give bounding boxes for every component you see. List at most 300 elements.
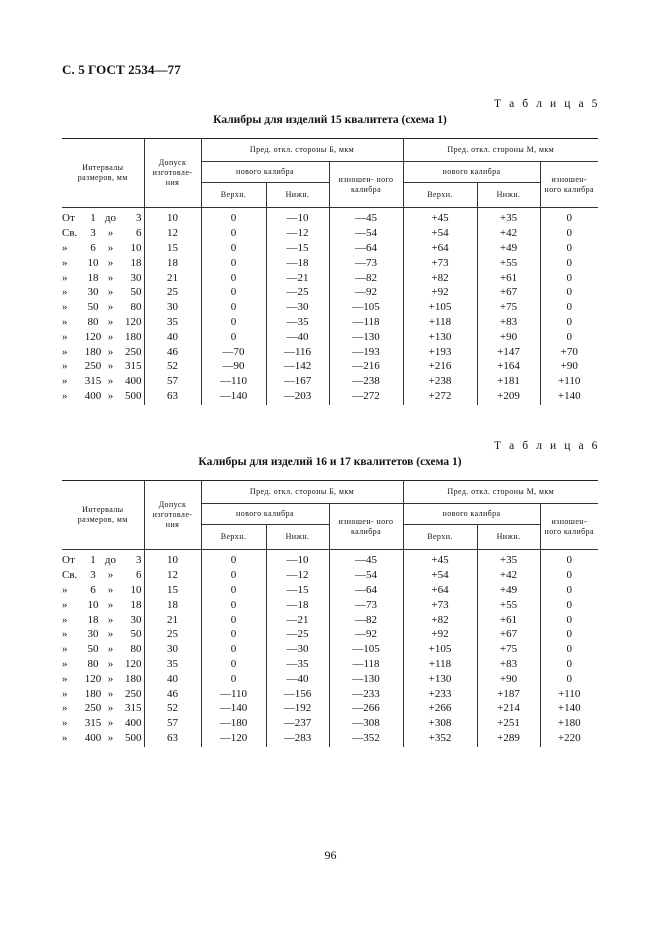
interval-from: 1 xyxy=(90,212,96,225)
cell-m-worn: 0 xyxy=(540,568,598,583)
table-row xyxy=(62,701,598,716)
cell-interval xyxy=(62,344,144,359)
interval-range xyxy=(62,598,142,612)
interval-prefix: » xyxy=(62,375,68,388)
cell-m-worn: +140 xyxy=(540,701,598,716)
cell-m-worn: 0 xyxy=(540,642,598,657)
cell-interval xyxy=(62,731,144,748)
page-header-title: С. 5 ГОСТ 2534—77 xyxy=(62,62,181,77)
interval-range xyxy=(62,672,142,686)
interval-connector: » xyxy=(107,687,114,700)
interval-prefix: Св. xyxy=(62,569,78,582)
cell-b-new-lower: —167 xyxy=(266,374,329,389)
cell-m-new-upper: +73 xyxy=(403,255,477,270)
cell-m-new-lower: +49 xyxy=(477,583,540,598)
cell-b-new-upper: 0 xyxy=(201,329,266,344)
cell-b-worn: —118 xyxy=(329,657,403,672)
cell-tolerance: 63 xyxy=(144,389,201,406)
interval-prefix: » xyxy=(62,301,68,314)
cell-m-worn: +140 xyxy=(540,389,598,406)
interval-from: 3 xyxy=(90,227,96,240)
interval-connector: » xyxy=(107,672,114,685)
table-row xyxy=(62,627,598,642)
cell-interval xyxy=(62,612,144,627)
interval-from: 250 xyxy=(84,360,102,373)
interval-range xyxy=(62,583,142,597)
cell-b-worn: —233 xyxy=(329,686,403,701)
interval-prefix: » xyxy=(62,672,68,685)
interval-connector: » xyxy=(107,702,114,715)
cell-m-worn: +70 xyxy=(540,344,598,359)
cell-b-new-upper: —110 xyxy=(201,374,266,389)
cell-interval xyxy=(62,359,144,374)
cell-m-new-upper: +118 xyxy=(403,657,477,672)
table-number: Т а б л и ц а 5 xyxy=(493,98,600,110)
interval-connector: до xyxy=(104,554,117,567)
table-body xyxy=(62,208,598,406)
table-row xyxy=(62,374,598,389)
cell-b-new-upper: 0 xyxy=(201,568,266,583)
table-row xyxy=(62,255,598,270)
cell-b-new-lower: —21 xyxy=(266,270,329,285)
cell-b-worn: —105 xyxy=(329,642,403,657)
cell-m-new-upper: +193 xyxy=(403,344,477,359)
table-row xyxy=(62,583,598,598)
header-upper-m: Верхн. xyxy=(403,183,477,208)
cell-b-worn: —82 xyxy=(329,612,403,627)
table-row xyxy=(62,389,598,406)
interval-connector: » xyxy=(107,330,114,343)
cell-m-new-upper: +238 xyxy=(403,374,477,389)
cell-interval xyxy=(62,315,144,330)
interval-to: 120 xyxy=(125,657,142,670)
cell-tolerance: 18 xyxy=(144,597,201,612)
interval-to: 500 xyxy=(125,389,142,402)
cell-tolerance: 57 xyxy=(144,716,201,731)
cell-b-new-lower: —10 xyxy=(266,550,329,568)
interval-connector: » xyxy=(107,731,114,744)
cell-m-new-upper: +105 xyxy=(403,300,477,315)
table-row xyxy=(62,300,598,315)
interval-connector: » xyxy=(107,345,114,358)
interval-range xyxy=(62,701,142,715)
cell-m-new-lower: +42 xyxy=(477,226,540,241)
cell-m-worn: 0 xyxy=(540,550,598,568)
cell-m-new-upper: +64 xyxy=(403,241,477,256)
cell-b-worn: —272 xyxy=(329,389,403,406)
cell-tolerance: 21 xyxy=(144,270,201,285)
cell-interval xyxy=(62,686,144,701)
cell-m-new-lower: +67 xyxy=(477,627,540,642)
interval-connector: » xyxy=(107,360,114,373)
header-worn-caliber-m: изношен- ного калибра xyxy=(540,162,598,208)
interval-range xyxy=(62,716,142,730)
header-tolerance: Допуск изготовле- ния xyxy=(144,481,201,550)
calibers-table-6 xyxy=(62,480,598,747)
table-row xyxy=(62,671,598,686)
cell-b-worn: —352 xyxy=(329,731,403,748)
header-lower-m: Нижн. xyxy=(477,183,540,208)
cell-m-new-upper: +54 xyxy=(403,568,477,583)
cell-b-new-upper: 0 xyxy=(201,270,266,285)
cell-tolerance: 10 xyxy=(144,550,201,568)
cell-m-new-upper: +73 xyxy=(403,597,477,612)
cell-m-worn: 0 xyxy=(540,226,598,241)
interval-from: 6 xyxy=(90,583,96,596)
cell-m-new-upper: +82 xyxy=(403,612,477,627)
cell-b-new-upper: —90 xyxy=(201,359,266,374)
cell-b-new-lower: —142 xyxy=(266,359,329,374)
cell-b-new-upper: 0 xyxy=(201,627,266,642)
cell-b-worn: —216 xyxy=(329,359,403,374)
interval-connector: » xyxy=(107,301,114,314)
cell-b-worn: —45 xyxy=(329,550,403,568)
interval-range xyxy=(62,359,142,373)
cell-b-new-lower: —25 xyxy=(266,627,329,642)
interval-connector: » xyxy=(107,389,114,402)
interval-to: 10 xyxy=(130,241,142,254)
interval-range xyxy=(62,315,142,329)
cell-m-worn: 0 xyxy=(540,300,598,315)
cell-tolerance: 30 xyxy=(144,642,201,657)
cell-b-worn: —82 xyxy=(329,270,403,285)
cell-b-worn: —64 xyxy=(329,241,403,256)
cell-tolerance: 35 xyxy=(144,315,201,330)
cell-interval xyxy=(62,255,144,270)
cell-m-new-upper: +130 xyxy=(403,329,477,344)
cell-m-new-upper: +64 xyxy=(403,583,477,598)
cell-interval xyxy=(62,270,144,285)
interval-range xyxy=(62,731,142,745)
table-row xyxy=(62,241,598,256)
cell-m-new-upper: +233 xyxy=(403,686,477,701)
header-lower-b: Нижн. xyxy=(266,525,329,550)
cell-m-new-lower: +181 xyxy=(477,374,540,389)
table-title: Калибры для изделий 15 квалитета (схема 1) xyxy=(213,114,447,126)
cell-tolerance: 10 xyxy=(144,208,201,226)
cell-m-new-lower: +209 xyxy=(477,389,540,406)
header-new-caliber-m: нового калибра xyxy=(403,162,540,183)
cell-b-worn: —73 xyxy=(329,597,403,612)
interval-range xyxy=(62,300,142,314)
cell-m-new-lower: +67 xyxy=(477,285,540,300)
interval-connector: » xyxy=(107,227,114,240)
cell-m-new-lower: +61 xyxy=(477,270,540,285)
cell-interval xyxy=(62,701,144,716)
cell-m-new-lower: +251 xyxy=(477,716,540,731)
interval-prefix: » xyxy=(62,286,68,299)
cell-b-new-lower: —12 xyxy=(266,226,329,241)
interval-to: 180 xyxy=(125,672,142,685)
cell-m-new-upper: +118 xyxy=(403,315,477,330)
cell-m-new-upper: +266 xyxy=(403,701,477,716)
cell-b-new-lower: —35 xyxy=(266,657,329,672)
header-worn-caliber-b: изношен- ного калибра xyxy=(329,504,403,550)
cell-m-new-lower: +35 xyxy=(477,208,540,226)
interval-prefix: » xyxy=(62,702,68,715)
interval-range xyxy=(62,211,142,225)
cell-interval xyxy=(62,550,144,568)
cell-m-new-upper: +45 xyxy=(403,550,477,568)
cell-interval xyxy=(62,208,144,226)
cell-m-worn: 0 xyxy=(540,208,598,226)
cell-m-new-lower: +83 xyxy=(477,315,540,330)
interval-from: 10 xyxy=(87,598,99,611)
interval-connector: » xyxy=(107,569,114,582)
cell-m-worn: +90 xyxy=(540,359,598,374)
table-row xyxy=(62,612,598,627)
cell-m-new-lower: +49 xyxy=(477,241,540,256)
cell-m-worn: 0 xyxy=(540,315,598,330)
cell-b-worn: —92 xyxy=(329,285,403,300)
table-number: Т а б л и ц а 6 xyxy=(493,440,600,452)
cell-b-worn: —73 xyxy=(329,255,403,270)
cell-m-new-upper: +92 xyxy=(403,627,477,642)
cell-interval xyxy=(62,389,144,406)
cell-b-new-upper: 0 xyxy=(201,671,266,686)
cell-b-worn: —193 xyxy=(329,344,403,359)
cell-tolerance: 46 xyxy=(144,344,201,359)
cell-b-new-upper: 0 xyxy=(201,550,266,568)
interval-connector: » xyxy=(107,241,114,254)
header-new-caliber-b: нового калибра xyxy=(201,504,329,525)
interval-from: 30 xyxy=(87,628,99,641)
cell-tolerance: 25 xyxy=(144,285,201,300)
interval-to: 120 xyxy=(125,315,142,328)
cell-interval xyxy=(62,657,144,672)
interval-range xyxy=(62,568,142,582)
interval-to: 50 xyxy=(130,628,142,641)
interval-prefix: » xyxy=(62,360,68,373)
cell-b-new-upper: 0 xyxy=(201,657,266,672)
cell-b-worn: —64 xyxy=(329,583,403,598)
cell-tolerance: 40 xyxy=(144,329,201,344)
interval-range xyxy=(62,241,142,255)
cell-tolerance: 57 xyxy=(144,374,201,389)
cell-b-new-lower: —18 xyxy=(266,597,329,612)
cell-b-new-upper: —140 xyxy=(201,389,266,406)
cell-m-new-lower: +147 xyxy=(477,344,540,359)
cell-m-new-lower: +55 xyxy=(477,597,540,612)
cell-interval xyxy=(62,627,144,642)
cell-m-worn: +220 xyxy=(540,731,598,748)
interval-range xyxy=(62,657,142,671)
cell-b-worn: —118 xyxy=(329,315,403,330)
cell-m-new-lower: +214 xyxy=(477,701,540,716)
cell-tolerance: 40 xyxy=(144,671,201,686)
cell-b-new-upper: 0 xyxy=(201,642,266,657)
interval-connector: » xyxy=(107,286,114,299)
interval-range xyxy=(62,627,142,641)
interval-connector: » xyxy=(107,598,114,611)
table-row xyxy=(62,642,598,657)
cell-m-new-upper: +308 xyxy=(403,716,477,731)
table-body xyxy=(62,550,598,748)
cell-m-new-lower: +90 xyxy=(477,329,540,344)
table-row xyxy=(62,686,598,701)
table-row xyxy=(62,344,598,359)
interval-prefix: » xyxy=(62,271,68,284)
interval-to: 50 xyxy=(130,286,142,299)
cell-b-worn: —45 xyxy=(329,208,403,226)
cell-m-new-lower: +83 xyxy=(477,657,540,672)
table-row xyxy=(62,329,598,344)
cell-b-new-upper: —110 xyxy=(201,686,266,701)
table-block-5 xyxy=(62,98,598,405)
cell-b-worn: —54 xyxy=(329,568,403,583)
cell-b-worn: —130 xyxy=(329,329,403,344)
cell-b-new-lower: —156 xyxy=(266,686,329,701)
table-row xyxy=(62,359,598,374)
cell-b-worn: —54 xyxy=(329,226,403,241)
header-group-m: Пред. откл. стороны М, мкм xyxy=(403,139,598,162)
cell-b-new-lower: —21 xyxy=(266,612,329,627)
cell-m-new-upper: +82 xyxy=(403,270,477,285)
cell-b-new-lower: —15 xyxy=(266,583,329,598)
table-row xyxy=(62,208,598,226)
cell-b-worn: —308 xyxy=(329,716,403,731)
cell-m-worn: 0 xyxy=(540,329,598,344)
cell-b-new-lower: —18 xyxy=(266,255,329,270)
cell-b-new-lower: —116 xyxy=(266,344,329,359)
interval-to: 180 xyxy=(125,330,142,343)
interval-from: 1 xyxy=(90,554,96,567)
interval-prefix: » xyxy=(62,389,68,402)
interval-to: 400 xyxy=(125,717,142,730)
cell-b-worn: —92 xyxy=(329,627,403,642)
cell-m-worn: 0 xyxy=(540,612,598,627)
header-group-b: Пред. откл. стороны Б, мкм xyxy=(201,139,403,162)
interval-range xyxy=(62,613,142,627)
interval-from: 315 xyxy=(84,717,102,730)
cell-interval xyxy=(62,285,144,300)
interval-from: 315 xyxy=(84,375,102,388)
cell-interval xyxy=(62,568,144,583)
cell-b-new-lower: —15 xyxy=(266,241,329,256)
cell-b-new-lower: —30 xyxy=(266,642,329,657)
interval-from: 6 xyxy=(90,241,96,254)
cell-b-new-upper: 0 xyxy=(201,241,266,256)
page-number: 96 xyxy=(324,848,337,862)
interval-connector: » xyxy=(107,315,114,328)
header-lower-b: Нижн. xyxy=(266,183,329,208)
interval-from: 80 xyxy=(87,657,99,670)
cell-tolerance: 18 xyxy=(144,255,201,270)
interval-to: 30 xyxy=(130,613,142,626)
interval-to: 6 xyxy=(136,569,142,582)
cell-tolerance: 12 xyxy=(144,226,201,241)
interval-prefix: » xyxy=(62,717,68,730)
cell-m-worn: 0 xyxy=(540,241,598,256)
cell-m-new-upper: +272 xyxy=(403,389,477,406)
cell-tolerance: 30 xyxy=(144,300,201,315)
cell-b-new-lower: —30 xyxy=(266,300,329,315)
cell-b-new-upper: —140 xyxy=(201,701,266,716)
cell-tolerance: 25 xyxy=(144,627,201,642)
cell-b-new-lower: —237 xyxy=(266,716,329,731)
interval-to: 18 xyxy=(130,598,142,611)
interval-range xyxy=(62,553,142,567)
cell-m-new-lower: +42 xyxy=(477,568,540,583)
cell-m-new-upper: +92 xyxy=(403,285,477,300)
interval-connector: » xyxy=(107,643,114,656)
interval-prefix: » xyxy=(62,687,68,700)
interval-connector: » xyxy=(107,657,114,670)
interval-from: 3 xyxy=(90,569,96,582)
table-block-6 xyxy=(62,440,598,747)
cell-tolerance: 52 xyxy=(144,701,201,716)
interval-range xyxy=(62,226,142,240)
interval-to: 500 xyxy=(125,731,142,744)
cell-tolerance: 46 xyxy=(144,686,201,701)
cell-m-new-lower: +187 xyxy=(477,686,540,701)
interval-to: 10 xyxy=(130,583,142,596)
interval-from: 400 xyxy=(84,389,102,402)
interval-range xyxy=(62,389,142,403)
interval-prefix: Св. xyxy=(62,227,78,240)
interval-from: 18 xyxy=(87,271,99,284)
cell-b-new-lower: —283 xyxy=(266,731,329,748)
table-row xyxy=(62,550,598,568)
interval-from: 400 xyxy=(84,731,102,744)
cell-interval xyxy=(62,597,144,612)
cell-m-new-lower: +90 xyxy=(477,671,540,686)
cell-m-new-lower: +61 xyxy=(477,612,540,627)
cell-m-new-lower: +55 xyxy=(477,255,540,270)
cell-m-worn: 0 xyxy=(540,285,598,300)
interval-prefix: От xyxy=(62,212,75,225)
cell-tolerance: 12 xyxy=(144,568,201,583)
cell-b-worn: —130 xyxy=(329,671,403,686)
interval-to: 250 xyxy=(125,345,142,358)
interval-from: 50 xyxy=(87,301,99,314)
cell-b-new-lower: —10 xyxy=(266,208,329,226)
table-row xyxy=(62,226,598,241)
cell-m-worn: +110 xyxy=(540,374,598,389)
interval-to: 3 xyxy=(136,212,142,225)
cell-m-worn: 0 xyxy=(540,255,598,270)
interval-to: 315 xyxy=(125,360,142,373)
table-row xyxy=(62,285,598,300)
interval-connector: » xyxy=(107,375,114,388)
interval-prefix: » xyxy=(62,643,68,656)
cell-b-worn: —105 xyxy=(329,300,403,315)
cell-interval xyxy=(62,329,144,344)
cell-tolerance: 35 xyxy=(144,657,201,672)
interval-prefix: » xyxy=(62,315,68,328)
interval-to: 250 xyxy=(125,687,142,700)
cell-m-new-upper: +130 xyxy=(403,671,477,686)
calibers-table-5 xyxy=(62,138,598,405)
interval-from: 180 xyxy=(84,687,102,700)
interval-to: 30 xyxy=(130,271,142,284)
interval-to: 400 xyxy=(125,375,142,388)
cell-b-worn: —238 xyxy=(329,374,403,389)
interval-from: 50 xyxy=(87,643,99,656)
header-lower-m: Нижн. xyxy=(477,525,540,550)
cell-b-new-upper: —120 xyxy=(201,731,266,748)
cell-m-worn: +180 xyxy=(540,716,598,731)
cell-m-worn: 0 xyxy=(540,270,598,285)
interval-range xyxy=(62,642,142,656)
interval-range xyxy=(62,374,142,388)
cell-b-new-lower: —12 xyxy=(266,568,329,583)
interval-prefix: От xyxy=(62,554,75,567)
cell-m-new-lower: +35 xyxy=(477,550,540,568)
interval-prefix: » xyxy=(62,345,68,358)
table-title: Калибры для изделий 16 и 17 квалитетов (схема 1) xyxy=(198,456,462,468)
cell-m-new-upper: +54 xyxy=(403,226,477,241)
